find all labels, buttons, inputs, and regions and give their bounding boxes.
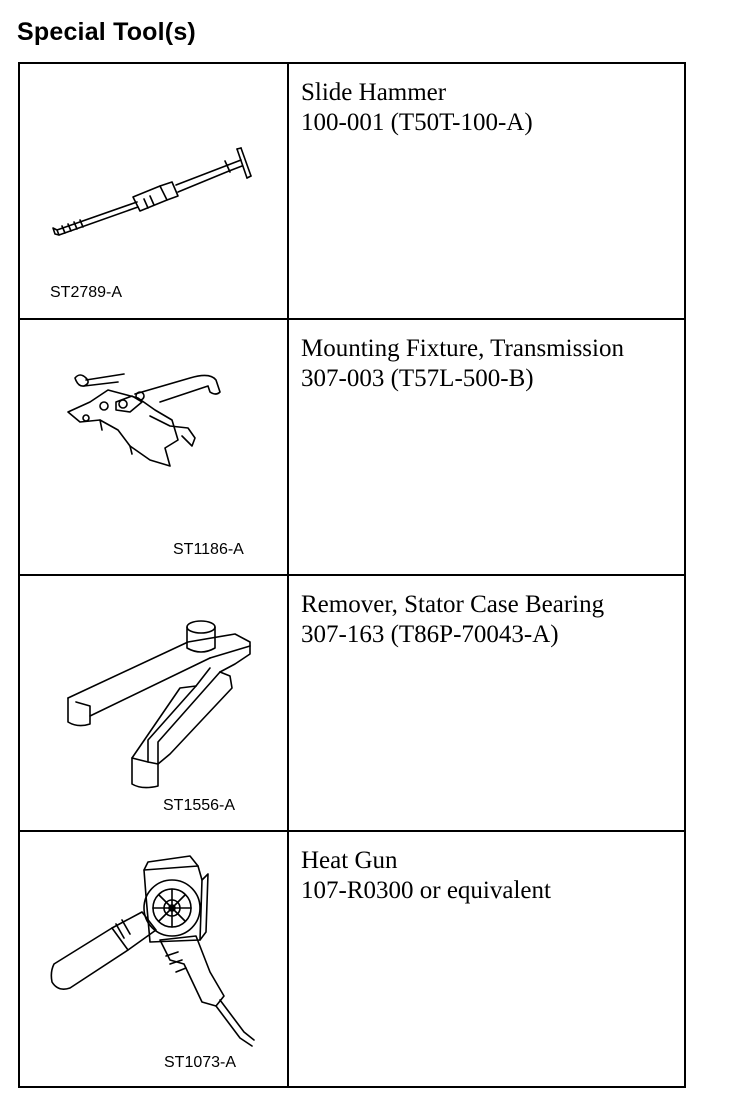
tool-name: Remover, Stator Case Bearing xyxy=(301,591,605,618)
illustration-cell xyxy=(20,832,289,1088)
mounting-fixture-illustration xyxy=(20,320,289,576)
tool-description xyxy=(289,64,684,318)
illustration-code: ST1073-A xyxy=(164,1054,237,1071)
illustration-cell xyxy=(20,64,289,318)
illustration-cell xyxy=(20,576,289,830)
heat-gun-illustration xyxy=(20,832,289,1088)
tool-description xyxy=(289,320,684,574)
tool-number: 107-R0300 or equivalent xyxy=(301,877,551,904)
illustration-code: ST1186-A xyxy=(173,541,244,558)
bearing-remover-illustration xyxy=(20,576,289,832)
page-title: Special Tool(s) xyxy=(17,18,196,46)
tool-row-slide-hammer xyxy=(20,64,684,320)
tool-number: 100-001 (T50T-100-A) xyxy=(301,109,533,136)
tool-number: 307-003 (T57L-500-B) xyxy=(301,365,534,392)
tool-name: Mounting Fixture, Transmission xyxy=(301,335,624,362)
tool-row-bearing-remover xyxy=(20,576,684,832)
illustration-code: ST1556-A xyxy=(163,797,236,814)
tool-name: Slide Hammer xyxy=(301,79,447,106)
illustration-cell xyxy=(20,320,289,574)
illustration-code: ST2789-A xyxy=(50,284,123,301)
special-tools-table xyxy=(18,62,686,1088)
tool-row-heat-gun xyxy=(20,832,684,1088)
slide-hammer-illustration xyxy=(20,64,289,320)
tool-description xyxy=(289,576,684,830)
tool-description xyxy=(289,832,684,1088)
tool-name: Heat Gun xyxy=(301,847,398,874)
tool-number: 307-163 (T86P-70043-A) xyxy=(301,621,559,648)
tool-row-mounting-fixture xyxy=(20,320,684,576)
